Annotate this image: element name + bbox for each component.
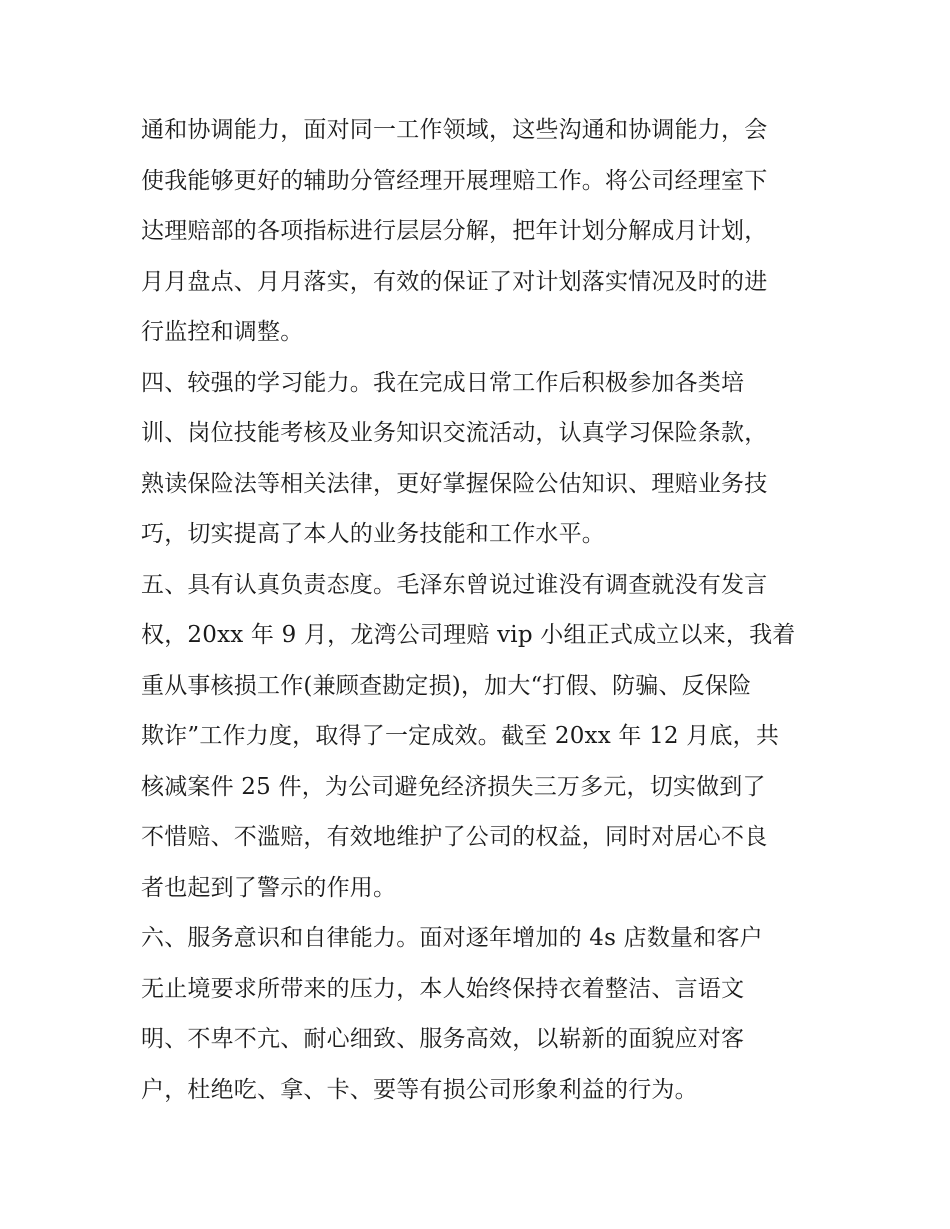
text-line: 行监控和调整。 [141, 319, 304, 345]
text-line: 六、服务意识和自律能力。面对逐年增加的 4s 店数量和客户 [141, 925, 763, 951]
text-line: 户，杜绝吃、拿、卡、要等有损公司形象利益的行为。 [141, 1076, 698, 1103]
document-body [141, 109, 821, 1119]
text-line: 达理赔部的各项指标进行层层分解，把年计划分解成月计划， [141, 218, 768, 244]
text-line: 无止境要求所带来的压力，本人始终保持衣着整洁、言语文 [141, 975, 745, 1002]
text-line: 欺诈”工作力度，取得了一定成效。截至 20xx 年 12 月底，共 [141, 723, 780, 749]
text-line: 不惜赔、不滥赔，有效地维护了公司的权益，同时对居心不良 [141, 824, 768, 850]
text-line: 四、较强的学习能力。我在完成日常工作后积极参加各类培 [141, 369, 745, 396]
text-line: 重从事核损工作(兼顾查勘定损)，加大“打假、防骗、反保险 [141, 672, 752, 699]
text-line: 训、岗位技能考核及业务知识交流活动，认真学习保险条款， [141, 420, 768, 446]
text-line: 核减案件 25 件，为公司避免经济损失三万多元，切实做到了 [141, 773, 766, 800]
text-line: 权，20xx 年 9 月，龙湾公司理赔 vip 小组正式成立以来，我着 [141, 622, 796, 648]
text-line: 巧，切实提高了本人的业务技能和工作水平。 [141, 521, 605, 547]
text-line: 月月盘点、月月落实，有效的保证了对计划落实情况及时的进 [141, 268, 768, 295]
text-line: 使我能够更好的辅助分管经理开展理赔工作。将公司经理室下 [141, 167, 768, 194]
text-line: 者也起到了警示的作用。 [141, 874, 397, 901]
text-line: 通和协调能力，面对同一工作领域，这些沟通和协调能力，会 [141, 117, 768, 143]
text-line: 熟读保险法等相关法律，更好掌握保险公估知识、理赔业务技 [141, 470, 768, 497]
text-line: 明、不卑不亢、耐心细致、服务高效，以崭新的面貌应对客 [141, 1026, 745, 1052]
text-line: 五、具有认真负责态度。毛泽东曾说过谁没有调查就没有发言 [141, 571, 768, 598]
